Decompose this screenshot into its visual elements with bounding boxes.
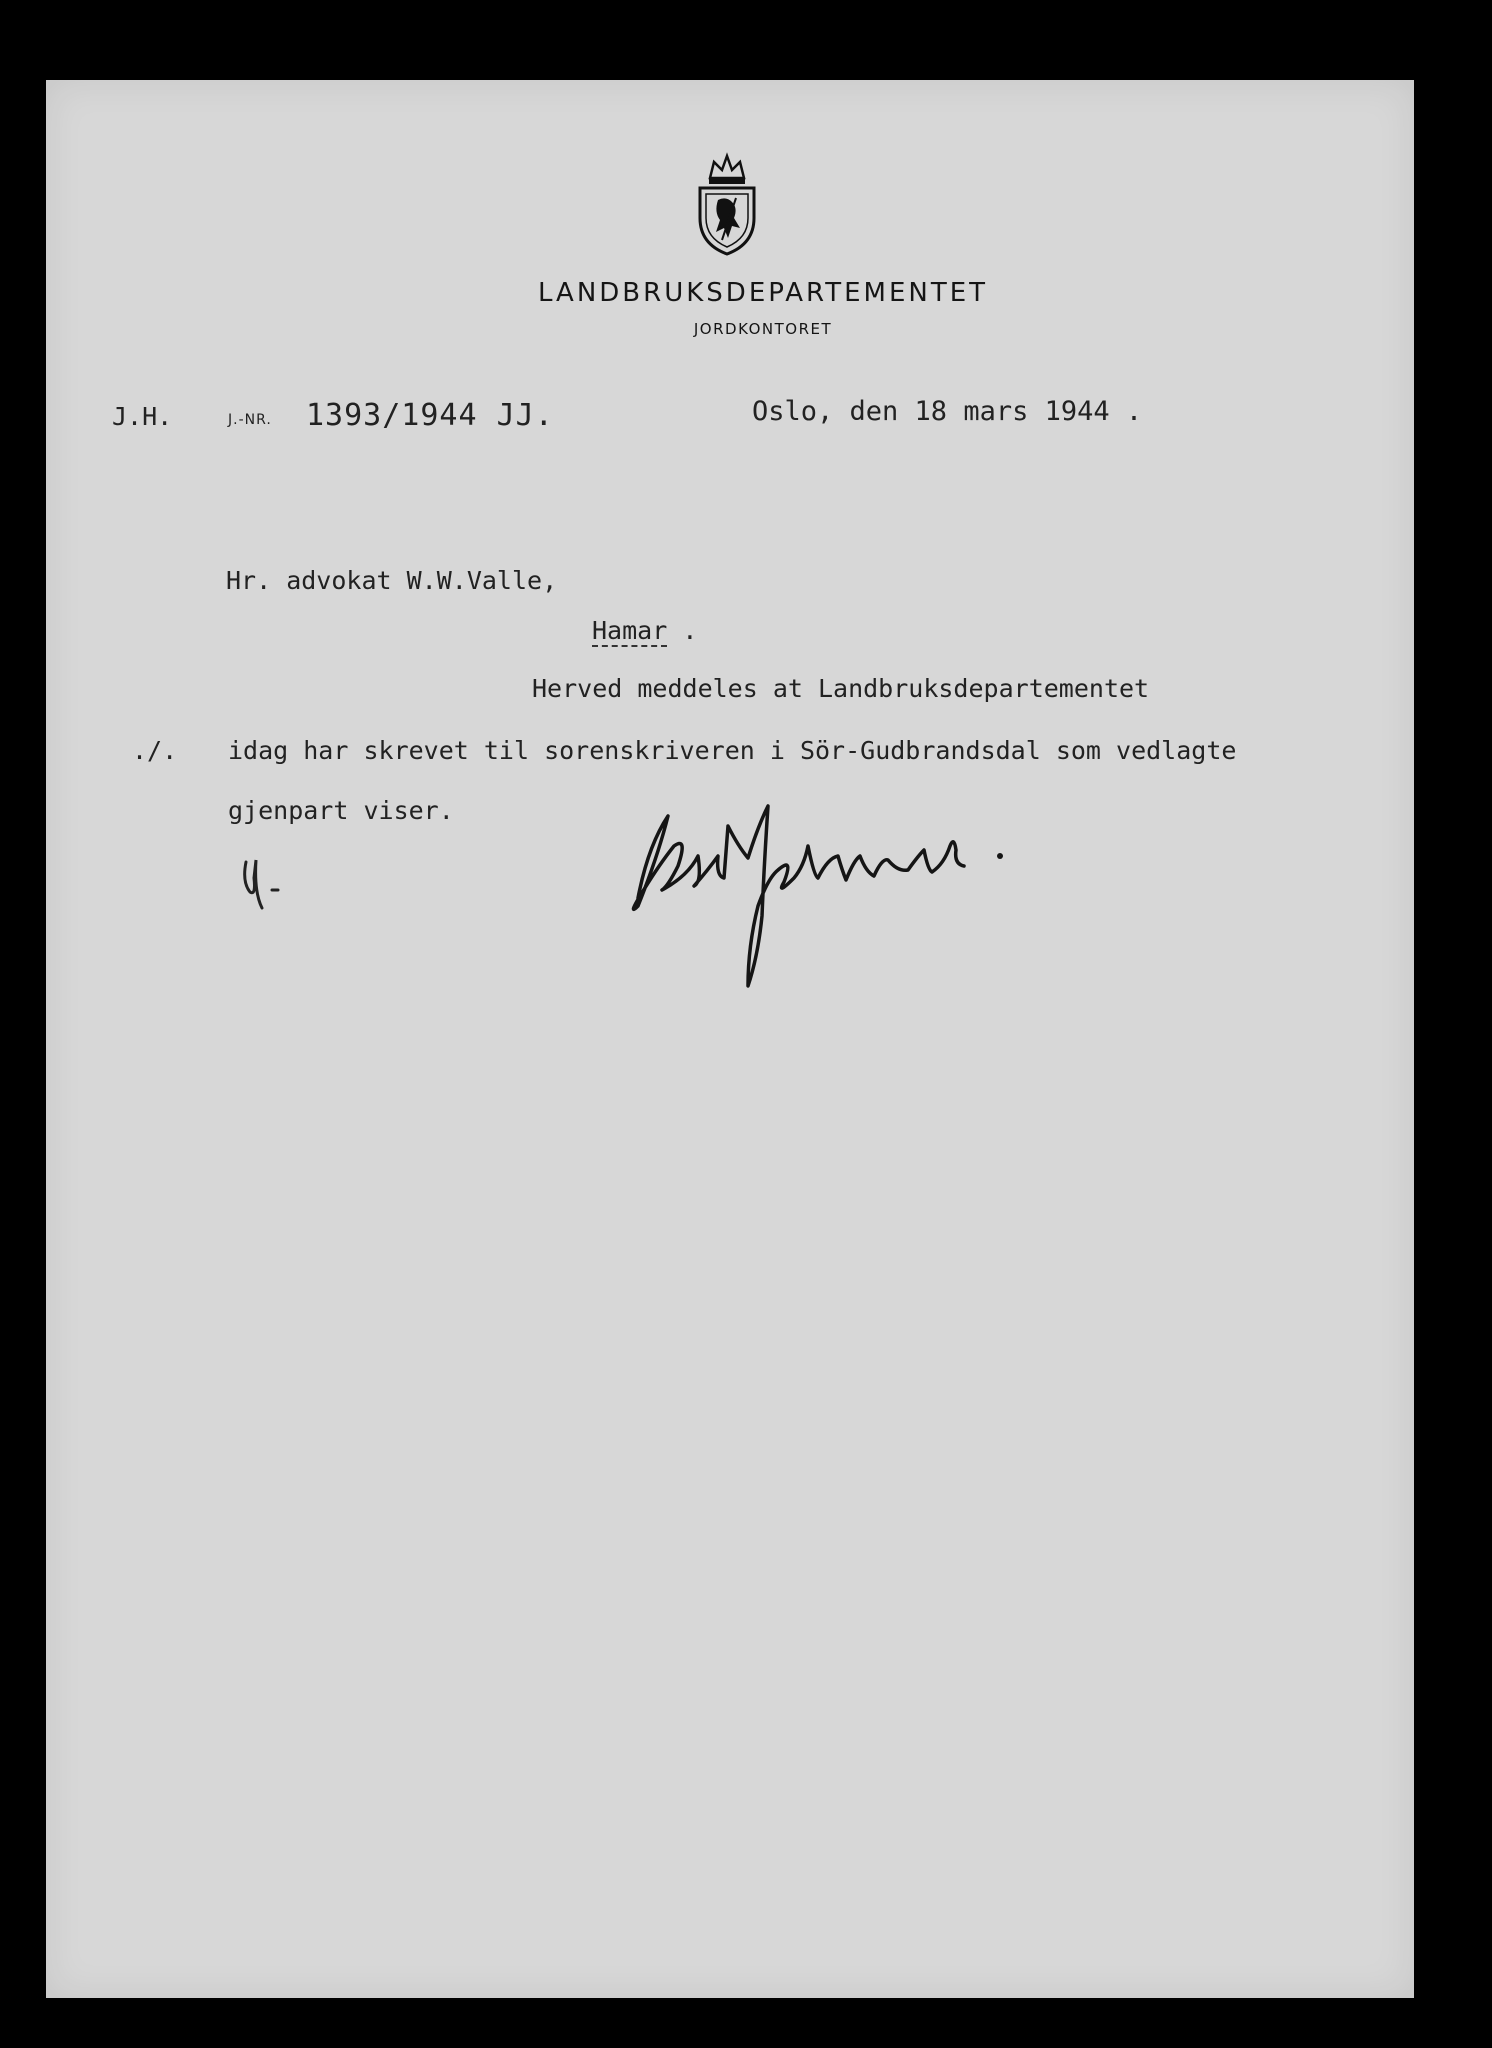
date-line: Oslo, den 18 mars 1944 . bbox=[752, 396, 1143, 427]
department-name: LANDBRUKSDEPARTEMENTET bbox=[537, 278, 989, 308]
body-line-3: gjenpart viser. bbox=[228, 796, 454, 825]
journal-number-label: J.-NR. bbox=[228, 412, 272, 428]
addressee-city-suffix: . bbox=[667, 616, 698, 645]
coat-of-arms-icon bbox=[692, 148, 762, 258]
handwritten-signature bbox=[598, 786, 1018, 1006]
addressee-city: Hamar bbox=[592, 616, 668, 645]
reference-initials: J.H. bbox=[112, 402, 173, 431]
margin-mark: ./. bbox=[132, 736, 178, 765]
office-name: JORDKONTORET bbox=[693, 320, 833, 338]
handwritten-initials bbox=[232, 852, 292, 912]
addressee-line: Hr. advokat W.W.Valle, bbox=[226, 566, 558, 595]
body-line-2: idag har skrevet til sorenskriveren i Sör-Gudbrandsdal som vedlagte bbox=[228, 736, 1237, 765]
addressee-city-line bbox=[592, 616, 697, 645]
journal-number: 1393/1944 JJ. bbox=[306, 398, 554, 433]
letter-paper bbox=[46, 80, 1414, 1998]
body-line-1: Herved meddeles at Landbruksdepartementet bbox=[532, 674, 1150, 703]
